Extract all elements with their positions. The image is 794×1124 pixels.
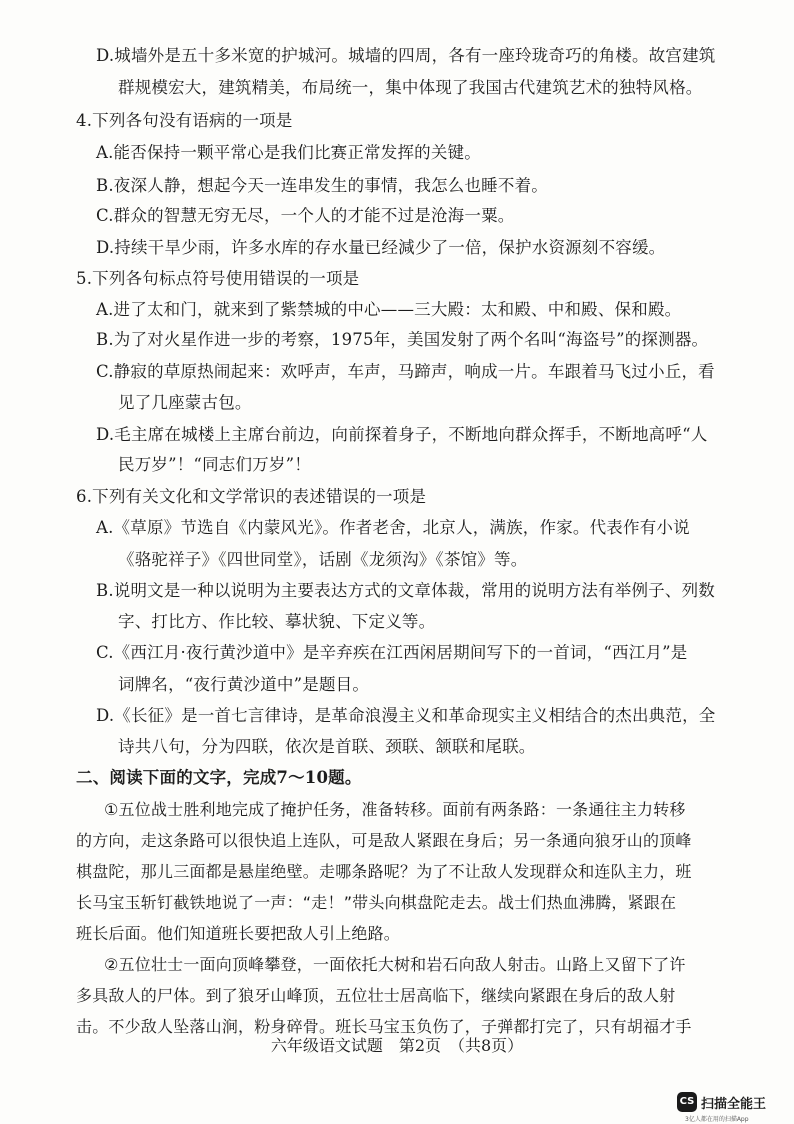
question-5-option-a: A.进了太和门，就来到了紫禁城的中心——三大殿：太和殿、中和殿、保和殿。	[96, 300, 682, 319]
question-6-option-b-line-1: B.说明文是一种以说明为主要表达方式的文章体裁，常用的说明方法有举例子、列数	[96, 581, 715, 600]
question-4-option-a: A.能否保持一颗平常心是我们比赛正常发挥的关键。	[96, 143, 481, 162]
question-6-option-a-line-1: A.《草原》节选自《内蒙风光》。作者老舍，北京人，满族，作家。代表作有小说	[96, 518, 690, 537]
question-3-option-d-line-1: D.城墙外是五十多米宽的护城河。城墙的四周，各有一座玲珑奇巧的角楼。故宫建筑	[96, 46, 716, 65]
passage-paragraph-1-line-2: 的方向，走这条路可以很快追上连队，可是敌人紧跟在身后；另一条通向狼牙山的顶峰	[76, 831, 692, 850]
page-footer: 六年级语文试题 第2页 （共8页）	[270, 1036, 524, 1055]
passage-paragraph-2-line-2: 多具敌人的尸体。到了狼牙山峰顶，五位壮士居高临下，继续向紧跟在身后的敌人射	[76, 986, 676, 1005]
question-5-stem: 5.下列各句标点符号使用错误的一项是	[76, 269, 360, 288]
question-5-option-c-line-1: C.静寂的草原热闹起来：欢呼声，车声，马蹄声，响成一片。车跟着马飞过小丘，看	[96, 362, 715, 381]
question-6-option-d-line-1: D.《长征》是一首七言律诗，是革命浪漫主义和革命现实主义相结合的杰出典范，全	[96, 706, 716, 725]
passage-paragraph-1-line-1: ①五位战士胜利地完成了掩护任务，准备转移。面前有两条路：一条通往主力转移	[104, 800, 686, 819]
question-6-option-b-line-2: 字、打比方、作比较、摹状貌、下定义等。	[118, 612, 436, 631]
question-6-stem: 6.下列有关文化和文学常识的表述错误的一项是	[76, 487, 427, 506]
passage-paragraph-2-line-3: 击。不少敌人坠落山涧，粉身碎骨。班长马宝玉负伤了，子弹都打完了，只有胡福才手	[76, 1017, 692, 1036]
passage-paragraph-1-line-3: 棋盘陀，那儿三面都是悬崖绝壁。走哪条路呢？为了不让敌人发现群众和连队主力，班	[76, 862, 692, 881]
camscanner-logo-icon: CS	[677, 1092, 697, 1112]
question-4-stem: 4.下列各句没有语病的一项是	[76, 111, 293, 130]
question-6-option-c-line-1: C.《西江月·夜行黄沙道中》是辛弃疾在江西闲居期间写下的一首词，“西江月”是	[96, 643, 688, 662]
scanner-app-name: 扫描全能王	[701, 1097, 767, 1112]
question-6-option-a-line-2: 《骆驼祥子》《四世同堂》，话剧《龙须沟》《茶馆》等。	[118, 550, 528, 569]
question-5-option-b: B.为了对火星作进一步的考察，1975年，美国发射了两个名叫“海盗号”的探测器。	[96, 330, 709, 349]
passage-paragraph-1-line-5: 班长后面。他们知道班长要把敌人引上绝路。	[76, 924, 401, 943]
scanner-tagline: 3亿人都在用的扫描App	[685, 1116, 749, 1123]
question-5-option-d-line-2: 民万岁”！“同志们万岁”！	[118, 455, 311, 474]
passage-paragraph-1-line-4: 长马宝玉斩钉截铁地说了一声：“走！”带头向棋盘陀走去。战士们热血沸腾，紧跟在	[76, 893, 677, 912]
question-4-option-d: D.持续干旱少雨，许多水库的存水量已经減少了一倍，保护水资源刻不容缓。	[96, 238, 666, 257]
question-6-option-d-line-2: 诗共八句，分为四联，依次是首联、颈联、颔联和尾联。	[118, 737, 536, 756]
passage-paragraph-2-line-1: ②五位壮士一面向顶峰攀登，一面依托大树和岩石向敌人射击。山路上又留下了许	[104, 955, 686, 974]
section-two-heading: 二、阅读下面的文字，完成7～10题。	[76, 768, 362, 787]
question-3-option-d-line-2: 群规模宏大，建筑精美，布局统一，集中体现了我国古代建筑艺术的独特风格。	[118, 78, 703, 97]
question-5-option-c-line-2: 见了几座蒙古包。	[118, 393, 252, 412]
question-4-option-c: C.群众的智慧无穷无尽，一个人的才能不过是沧海一粟。	[96, 206, 515, 225]
question-6-option-c-line-2: 词牌名，“夜行黄沙道中”是题目。	[118, 675, 370, 694]
scanner-watermark	[677, 1092, 787, 1122]
question-5-option-d-line-1: D.毛主席在城楼上主席台前边，向前探着身子，不断地向群众挥手，不断地高呼“人	[96, 425, 708, 444]
question-4-option-b: B.夜深人静，想起今天一连串发生的事情，我怎么也睡不着。	[96, 176, 548, 195]
